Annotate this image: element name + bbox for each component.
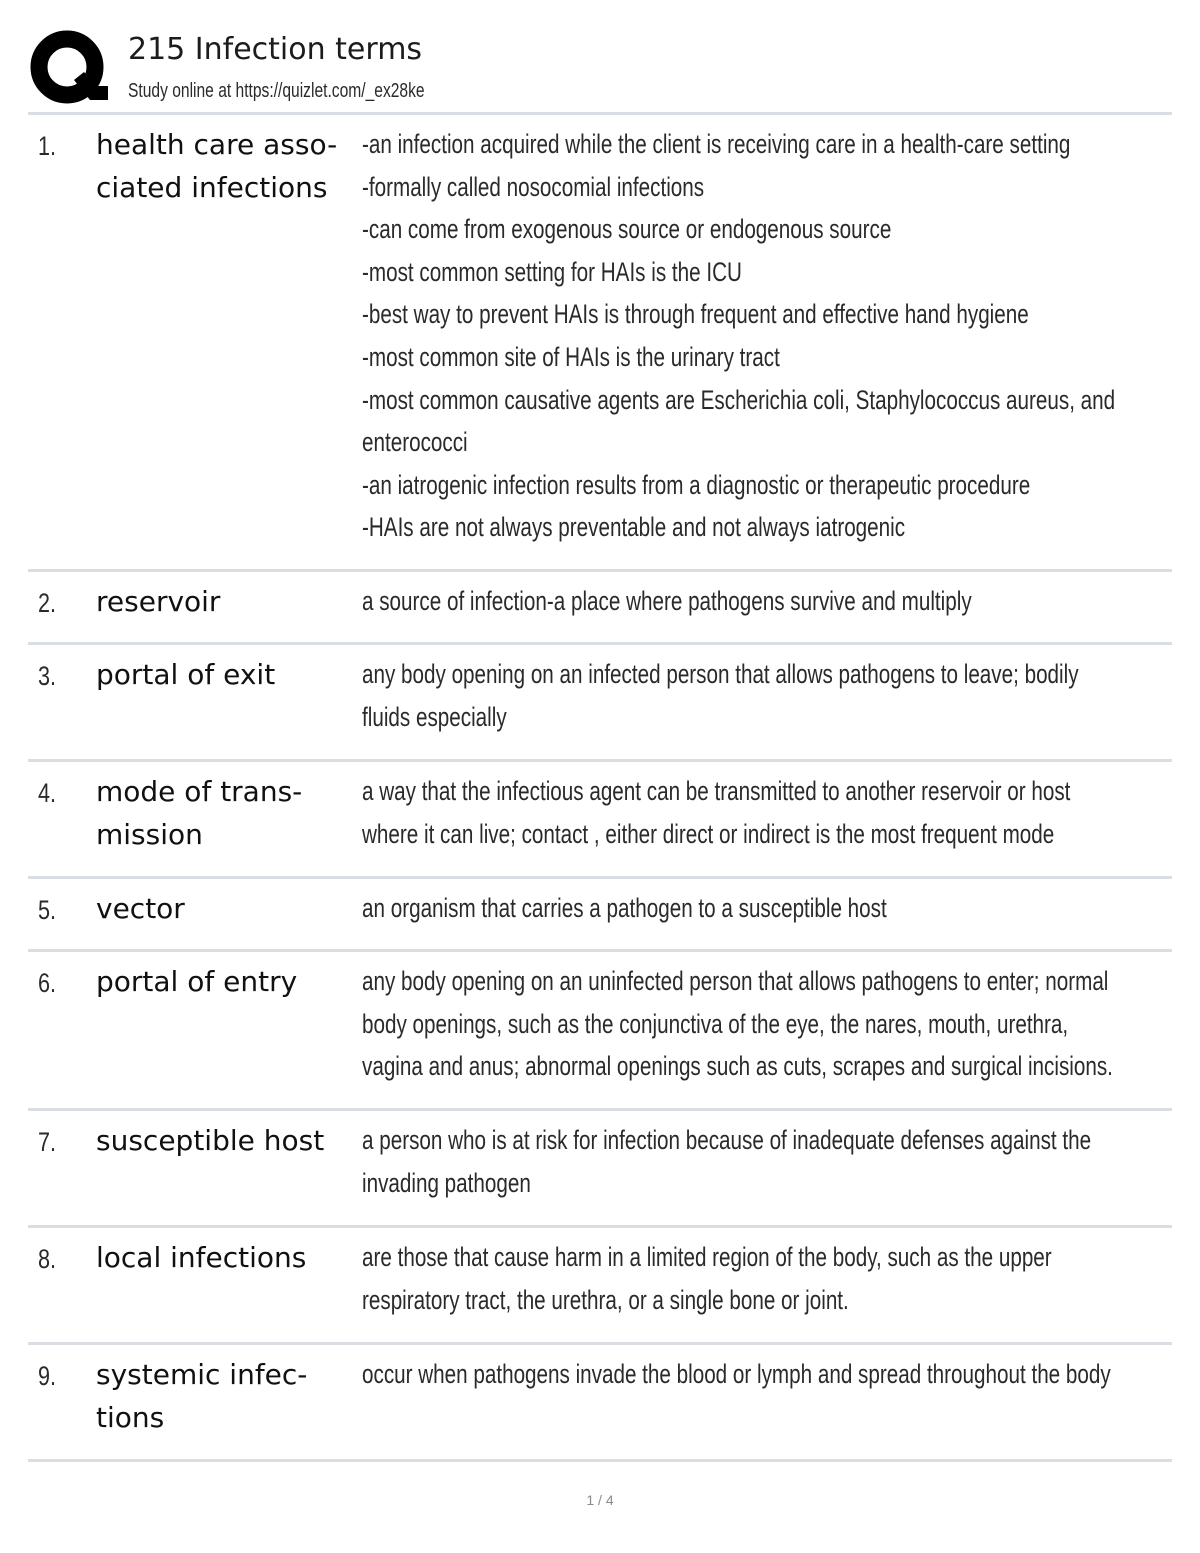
term-number: 8. [38, 1244, 57, 1274]
term-row [28, 1345, 1172, 1462]
definition-line: any body opening on an uninfected person that allows pathogens to enter; normal [362, 966, 1109, 996]
term-label-line: health care asso- [96, 128, 338, 161]
term-number: 5. [38, 895, 57, 925]
term-label-line: mission [96, 818, 203, 851]
term-definition [362, 580, 1158, 623]
term-row [28, 952, 1172, 1111]
term-label [96, 1119, 351, 1162]
page-title: 215 Infection terms [128, 32, 423, 67]
definition-line: -an iatrogenic infection results from a diagnostic or therapeutic procedure [362, 469, 1031, 500]
term-label [96, 770, 351, 856]
definition-line: where it can live; contact , either direct or indirect is the most frequent mode [362, 818, 1055, 849]
definition-line: -HAIs are not always preventable and not always iatrogenic [362, 512, 906, 543]
term-number: 4. [38, 778, 57, 808]
term-label-line: ciated infections [96, 171, 328, 204]
definition-line: vagina and anus; abnormal openings such as cuts, scrapes and surgical incisions. [362, 1051, 1113, 1082]
quizlet-q-logo-icon [30, 30, 108, 108]
term-definition [362, 887, 1158, 930]
definition-line: body openings, such as the conjunctiva of the eye, the nares, mouth, urethra, [362, 1008, 1069, 1039]
term-label [96, 1236, 351, 1279]
term-label [96, 580, 351, 623]
term-row [28, 762, 1172, 879]
definition-line: a source of infection-a place where pathogens survive and multiply [362, 586, 972, 616]
term-number: 9. [38, 1361, 57, 1391]
definition-line: fluids especially [362, 701, 507, 732]
term-label-line: reservoir [96, 585, 221, 618]
term-number: 3. [38, 661, 57, 691]
term-label-line: susceptible host [96, 1124, 325, 1157]
term-definition [362, 1119, 1158, 1204]
term-row [28, 879, 1172, 952]
definition-line: enterococci [362, 427, 468, 458]
definition-line: invading pathogen [362, 1167, 531, 1198]
definition-line: are those that cause harm in a limited region of the body, such as the upper [362, 1242, 1052, 1272]
term-definition [362, 1236, 1158, 1321]
definition-line: -most common site of HAIs is the urinary tract [362, 341, 780, 372]
definition-line: respiratory tract, the urethra, or a single bone or joint. [362, 1284, 849, 1315]
page-indicator: 1 / 4 [586, 1492, 614, 1508]
term-label-line: local infections [96, 1241, 307, 1274]
definition-line: -formally called nosocomial infections [362, 171, 705, 202]
term-number: 1. [38, 131, 57, 161]
definition-line: -most common causative agents are Escherichia coli, Staphylococcus aureus, and [362, 384, 1116, 415]
definition-line: -best way to prevent HAIs is through frequent and effective hand hygiene [362, 299, 1029, 330]
term-row [28, 645, 1172, 762]
definition-line: -can come from exogenous source or endogenous source [362, 214, 892, 245]
term-label [96, 1353, 351, 1439]
definition-line: an organism that carries a pathogen to a susceptible host [362, 893, 887, 923]
page-header [28, 28, 1172, 112]
term-row [28, 1111, 1172, 1228]
definition-line: a person who is at risk for infection because of inadequate defenses against the [362, 1125, 1092, 1155]
definition-line: a way that the infectious agent can be transmitted to another reservoir or host [362, 776, 1071, 806]
term-row [28, 115, 1172, 572]
term-number: 2. [38, 588, 57, 618]
term-number: 7. [38, 1127, 57, 1157]
term-label [96, 123, 351, 209]
term-label-line: portal of exit [96, 658, 276, 691]
term-label [96, 960, 351, 1003]
term-number: 6. [38, 968, 57, 998]
term-row [28, 1228, 1172, 1345]
term-label-line: tions [96, 1401, 165, 1434]
term-definition [362, 123, 1158, 549]
term-label [96, 653, 351, 696]
term-label [96, 887, 351, 930]
definition-line: -an infection acquired while the client is receiving care in a health-care setting [362, 129, 1071, 159]
term-row [28, 572, 1172, 645]
definition-line: -most common setting for HAIs is the ICU [362, 256, 742, 287]
terms-list [28, 115, 1172, 1462]
term-definition [362, 653, 1158, 738]
term-label-line: mode of trans- [96, 775, 303, 808]
term-label-line: vector [96, 892, 185, 925]
term-definition [362, 770, 1158, 855]
definition-line: occur when pathogens invade the blood or lymph and spread throughout the body [362, 1359, 1111, 1389]
study-online-link-text: Study online at https://quizlet.com/_ex28ke [128, 80, 425, 102]
term-definition [362, 1353, 1158, 1396]
definition-line: any body opening on an infected person that allows pathogens to leave; bodily [362, 659, 1079, 689]
term-label-line: systemic infec- [96, 1358, 308, 1391]
term-definition [362, 960, 1158, 1088]
term-label-line: portal of entry [96, 965, 298, 998]
